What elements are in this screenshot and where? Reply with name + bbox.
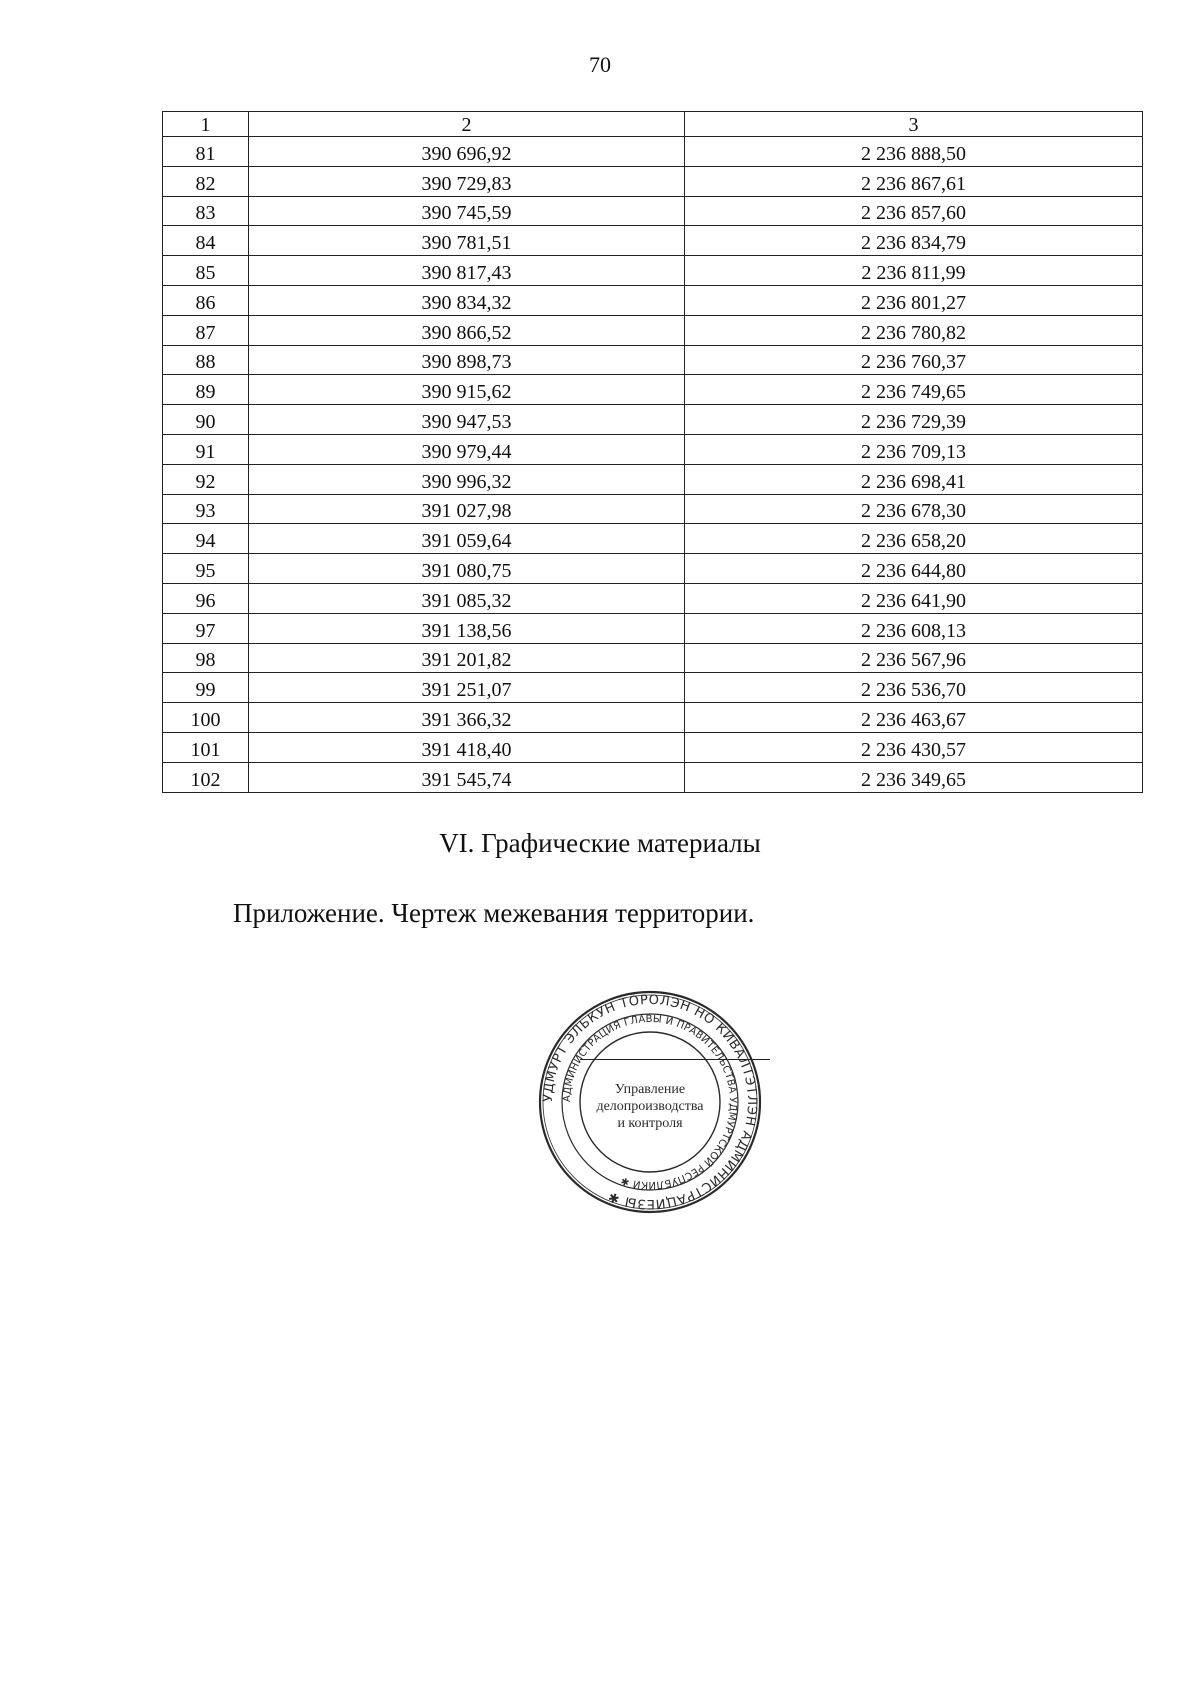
table-row: [163, 166, 1143, 196]
cell-x-coordinate: 390 979,44: [249, 434, 685, 464]
cell-x-coordinate: 391 366,32: [249, 703, 685, 733]
table-row: [163, 583, 1143, 613]
cell-x-coordinate: 391 059,64: [249, 524, 685, 554]
cell-x-coordinate: 391 545,74: [249, 762, 685, 792]
table-row: [163, 434, 1143, 464]
cell-x-coordinate: 390 745,59: [249, 196, 685, 226]
cell-point-number: 96: [163, 583, 249, 613]
table-row: [163, 613, 1143, 643]
cell-point-number: 85: [163, 256, 249, 286]
cell-y-coordinate: 2 236 811,99: [685, 256, 1143, 286]
table-row: [163, 256, 1143, 286]
table-row: [163, 464, 1143, 494]
cell-point-number: 101: [163, 732, 249, 762]
header-point-number: 1: [163, 112, 249, 137]
cell-x-coordinate: 391 027,98: [249, 494, 685, 524]
cell-point-number: 94: [163, 524, 249, 554]
cell-point-number: 87: [163, 315, 249, 345]
cell-y-coordinate: 2 236 780,82: [685, 315, 1143, 345]
cell-point-number: 97: [163, 613, 249, 643]
seal-center-line-2: делопроизводства: [596, 1099, 704, 1114]
cell-y-coordinate: 2 236 536,70: [685, 673, 1143, 703]
cell-y-coordinate: 2 236 857,60: [685, 196, 1143, 226]
seal-outer-text: УДМУРТ ЭЛЬКУН ТӦРОЛЭН НО КИВАЛТЭТЛЭН АДМИНИСТРАЦИЕЗЫ ✱: [540, 992, 760, 1212]
table-row: [163, 285, 1143, 315]
table-row: [163, 554, 1143, 584]
table-row: [163, 375, 1143, 405]
cell-point-number: 89: [163, 375, 249, 405]
table-header-row: [163, 112, 1143, 137]
seal-center-line-3: и контроля: [617, 1116, 683, 1131]
table-row: [163, 643, 1143, 673]
seal-inner-text: АДМИНИСТРАЦИЯ ГЛАВЫ И ПРАВИТЕЛЬСТВА УДМУРТСКОЙ РЕСПУБЛИКИ ✱: [561, 1013, 739, 1191]
page-number: 70: [589, 52, 611, 77]
cell-x-coordinate: 390 866,52: [249, 315, 685, 345]
cell-y-coordinate: 2 236 729,39: [685, 405, 1143, 435]
cell-point-number: 98: [163, 643, 249, 673]
table-row: [163, 524, 1143, 554]
cell-y-coordinate: 2 236 698,41: [685, 464, 1143, 494]
cell-y-coordinate: 2 236 658,20: [685, 524, 1143, 554]
cell-point-number: 91: [163, 434, 249, 464]
cell-point-number: 90: [163, 405, 249, 435]
cell-x-coordinate: 391 138,56: [249, 613, 685, 643]
table-row: [163, 673, 1143, 703]
table-row: [163, 703, 1143, 733]
cell-x-coordinate: 390 834,32: [249, 285, 685, 315]
header-y-coordinate: 3: [685, 112, 1143, 137]
cell-x-coordinate: 391 251,07: [249, 673, 685, 703]
cell-point-number: 100: [163, 703, 249, 733]
cell-x-coordinate: 390 915,62: [249, 375, 685, 405]
table-body: [163, 137, 1143, 793]
table-row: [163, 494, 1143, 524]
cell-y-coordinate: 2 236 641,90: [685, 583, 1143, 613]
cell-point-number: 88: [163, 345, 249, 375]
cell-x-coordinate: 391 418,40: [249, 732, 685, 762]
table-row: [163, 315, 1143, 345]
cell-y-coordinate: 2 236 608,13: [685, 613, 1143, 643]
table-row: [163, 196, 1143, 226]
table-row: [163, 137, 1143, 167]
cell-x-coordinate: 390 817,43: [249, 256, 685, 286]
cell-point-number: 81: [163, 137, 249, 167]
cell-x-coordinate: 391 201,82: [249, 643, 685, 673]
table-row: [163, 732, 1143, 762]
seal-center-line-1: Управление: [614, 1082, 686, 1097]
cell-point-number: 99: [163, 673, 249, 703]
cell-y-coordinate: 2 236 678,30: [685, 494, 1143, 524]
cell-point-number: 93: [163, 494, 249, 524]
official-seal-stamp: [536, 988, 764, 1216]
cell-x-coordinate: 391 080,75: [249, 554, 685, 584]
cell-point-number: 86: [163, 285, 249, 315]
cell-x-coordinate: 391 085,32: [249, 583, 685, 613]
cell-y-coordinate: 2 236 749,65: [685, 375, 1143, 405]
cell-y-coordinate: 2 236 463,67: [685, 703, 1143, 733]
table-row: [163, 226, 1143, 256]
cell-x-coordinate: 390 781,51: [249, 226, 685, 256]
cell-point-number: 92: [163, 464, 249, 494]
table-row: [163, 405, 1143, 435]
cell-x-coordinate: 390 898,73: [249, 345, 685, 375]
table-row: [163, 345, 1143, 375]
cell-point-number: 102: [163, 762, 249, 792]
cell-point-number: 82: [163, 166, 249, 196]
cell-x-coordinate: 390 947,53: [249, 405, 685, 435]
cell-y-coordinate: 2 236 834,79: [685, 226, 1143, 256]
cell-point-number: 83: [163, 196, 249, 226]
cell-point-number: 95: [163, 554, 249, 584]
coordinates-table: [162, 111, 1143, 793]
appendix-line: Приложение. Чертеж межевания территории.: [233, 898, 755, 928]
table-row: [163, 762, 1143, 792]
cell-x-coordinate: 390 729,83: [249, 166, 685, 196]
cell-x-coordinate: 390 696,92: [249, 137, 685, 167]
section-title: VI. Графические материалы: [439, 828, 761, 858]
cell-y-coordinate: 2 236 567,96: [685, 643, 1143, 673]
cell-y-coordinate: 2 236 430,57: [685, 732, 1143, 762]
header-x-coordinate: 2: [249, 112, 685, 137]
cell-y-coordinate: 2 236 888,50: [685, 137, 1143, 167]
cell-y-coordinate: 2 236 760,37: [685, 345, 1143, 375]
cell-y-coordinate: 2 236 709,13: [685, 434, 1143, 464]
cell-y-coordinate: 2 236 349,65: [685, 762, 1143, 792]
cell-x-coordinate: 390 996,32: [249, 464, 685, 494]
cell-point-number: 84: [163, 226, 249, 256]
cell-y-coordinate: 2 236 644,80: [685, 554, 1143, 584]
cell-y-coordinate: 2 236 867,61: [685, 166, 1143, 196]
cell-y-coordinate: 2 236 801,27: [685, 285, 1143, 315]
